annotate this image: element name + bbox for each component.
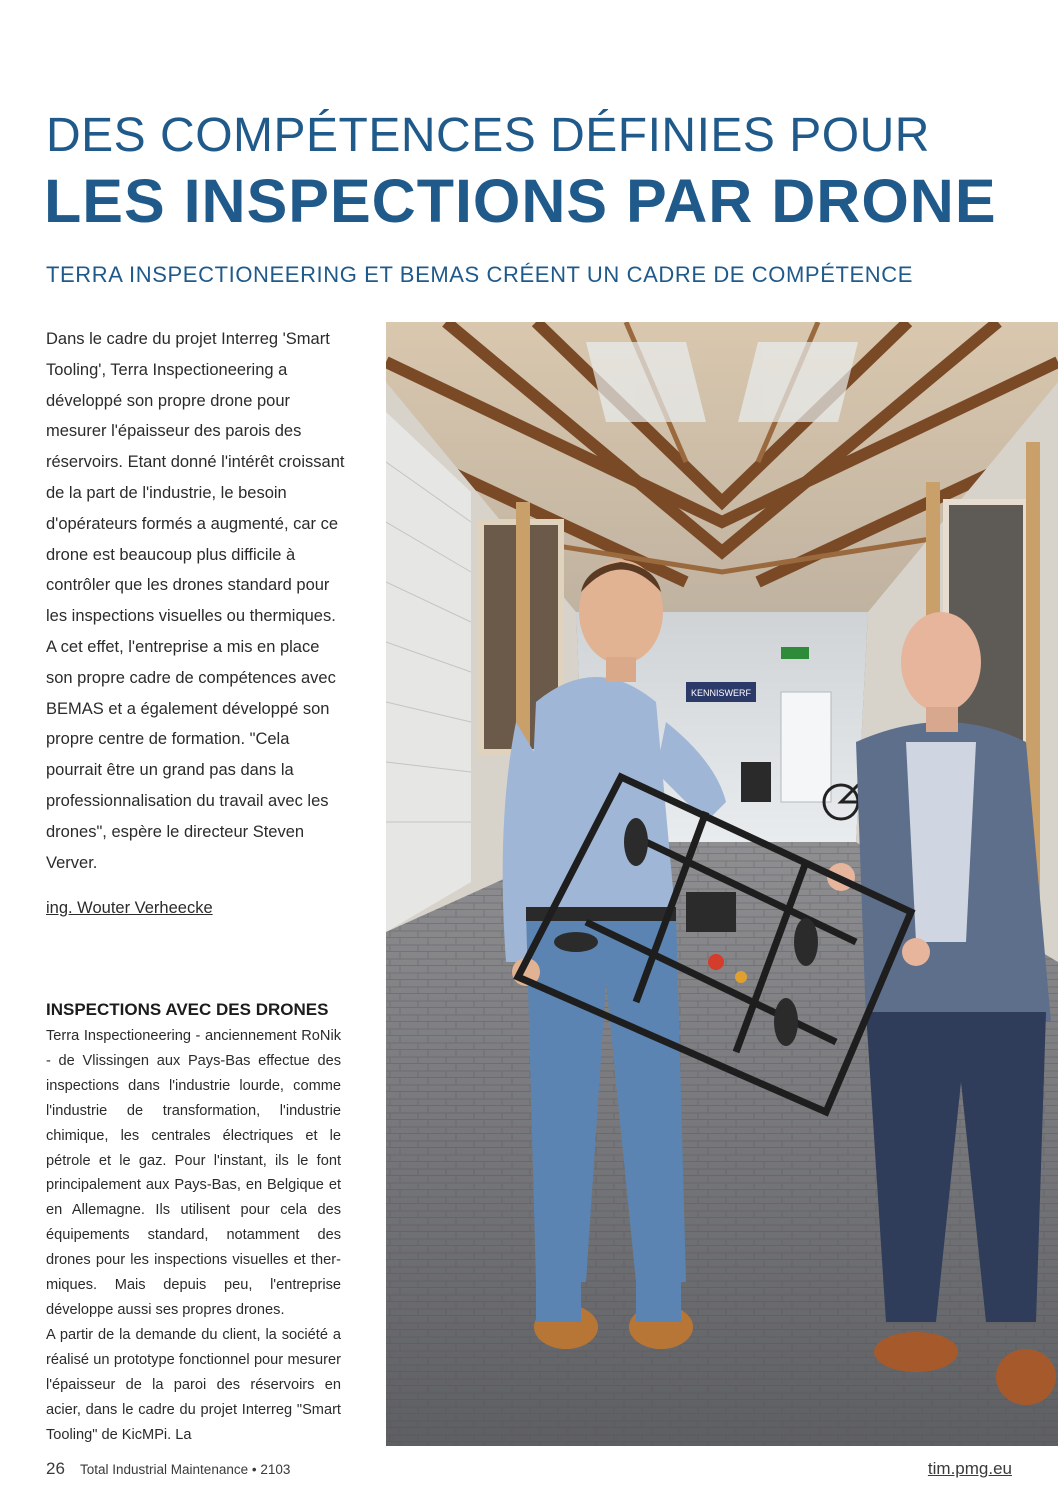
subtitle: TERRA INSPECTIONEERING ET BEMAS CRÉENT UN CADRE DE COMPÉTENCE: [46, 262, 914, 287]
page-number: 26: [46, 1459, 65, 1478]
website-link[interactable]: tim.pmg.eu: [927, 1459, 1012, 1478]
photo-illustration: [386, 322, 1058, 1446]
bin: [741, 762, 771, 802]
garage-door: [386, 412, 471, 932]
article-photo: [386, 322, 1058, 1446]
publication-name: Total Industrial Maintenance • 2103: [80, 1462, 291, 1477]
sign-text: KENNISWERF: [690, 688, 752, 698]
headline-line-1: DES COMPÉTENCES DÉFINIES POUR: [46, 109, 930, 162]
section-heading: INSPECTIONS AVEC DES DRONES: [46, 1000, 329, 1019]
author-byline[interactable]: ing. Wouter Verheecke: [46, 899, 213, 917]
section-body: [46, 1024, 341, 1447]
body-paragraph-2: A partir de la demande du client, la société a réalisé un prototype fonctionnel pour mesurer l'épaisseur de la paroi des réservoirs en acier, dans le cadre du projet Interreg "Smart Tooling" de KicMPi. La: [46, 1326, 341, 1443]
intro-paragraph: Dans le cadre du projet Interreg 'Smart Tooling', Terra Inspectioneering a développé son propre drone pour mesurer l'épaisseur des parois des réservoirs. Etant donné l'intérêt croissant de la part de l'industrie, le besoin d'opérateurs formés a augmenté, car ce drone est beaucoup plus difficile à contrôler que les drones standard pour les inspections visuelles ou thermiques. A cet effet, l'entreprise a mis en place son propre cadre de compétences avec BEMAS et a également développé son propre centre de formation. "Cela pourrait être un grand pas dans la professionnalisation du travail avec les drones", espère le directeur Steven Verver.: [46, 330, 345, 872]
headline-line-2: LES INSPECTIONS PAR DRONE: [44, 167, 997, 235]
body-paragraph-1: Terra Inspectioneering - anciennement RoNik - de Vlissingen aux Pays-Bas effectue des inspections dans l'industrie lourde, comme l'industrie de transformation, l'industrie chimique, les centrales électriques et le pétrole et le gaz. Pour l'instant, ils le font principalement aux Pays-Bas, en Belgique et en Allemagne. Ils utilisent pour cela des équipements standard, notamment des drones pour les inspections visuelles et thermiques. Mais depuis peu, l'entreprise développe aussi ses propres drones.: [46, 1028, 341, 1318]
back-door: [781, 692, 831, 802]
exit-sign: [781, 647, 809, 659]
